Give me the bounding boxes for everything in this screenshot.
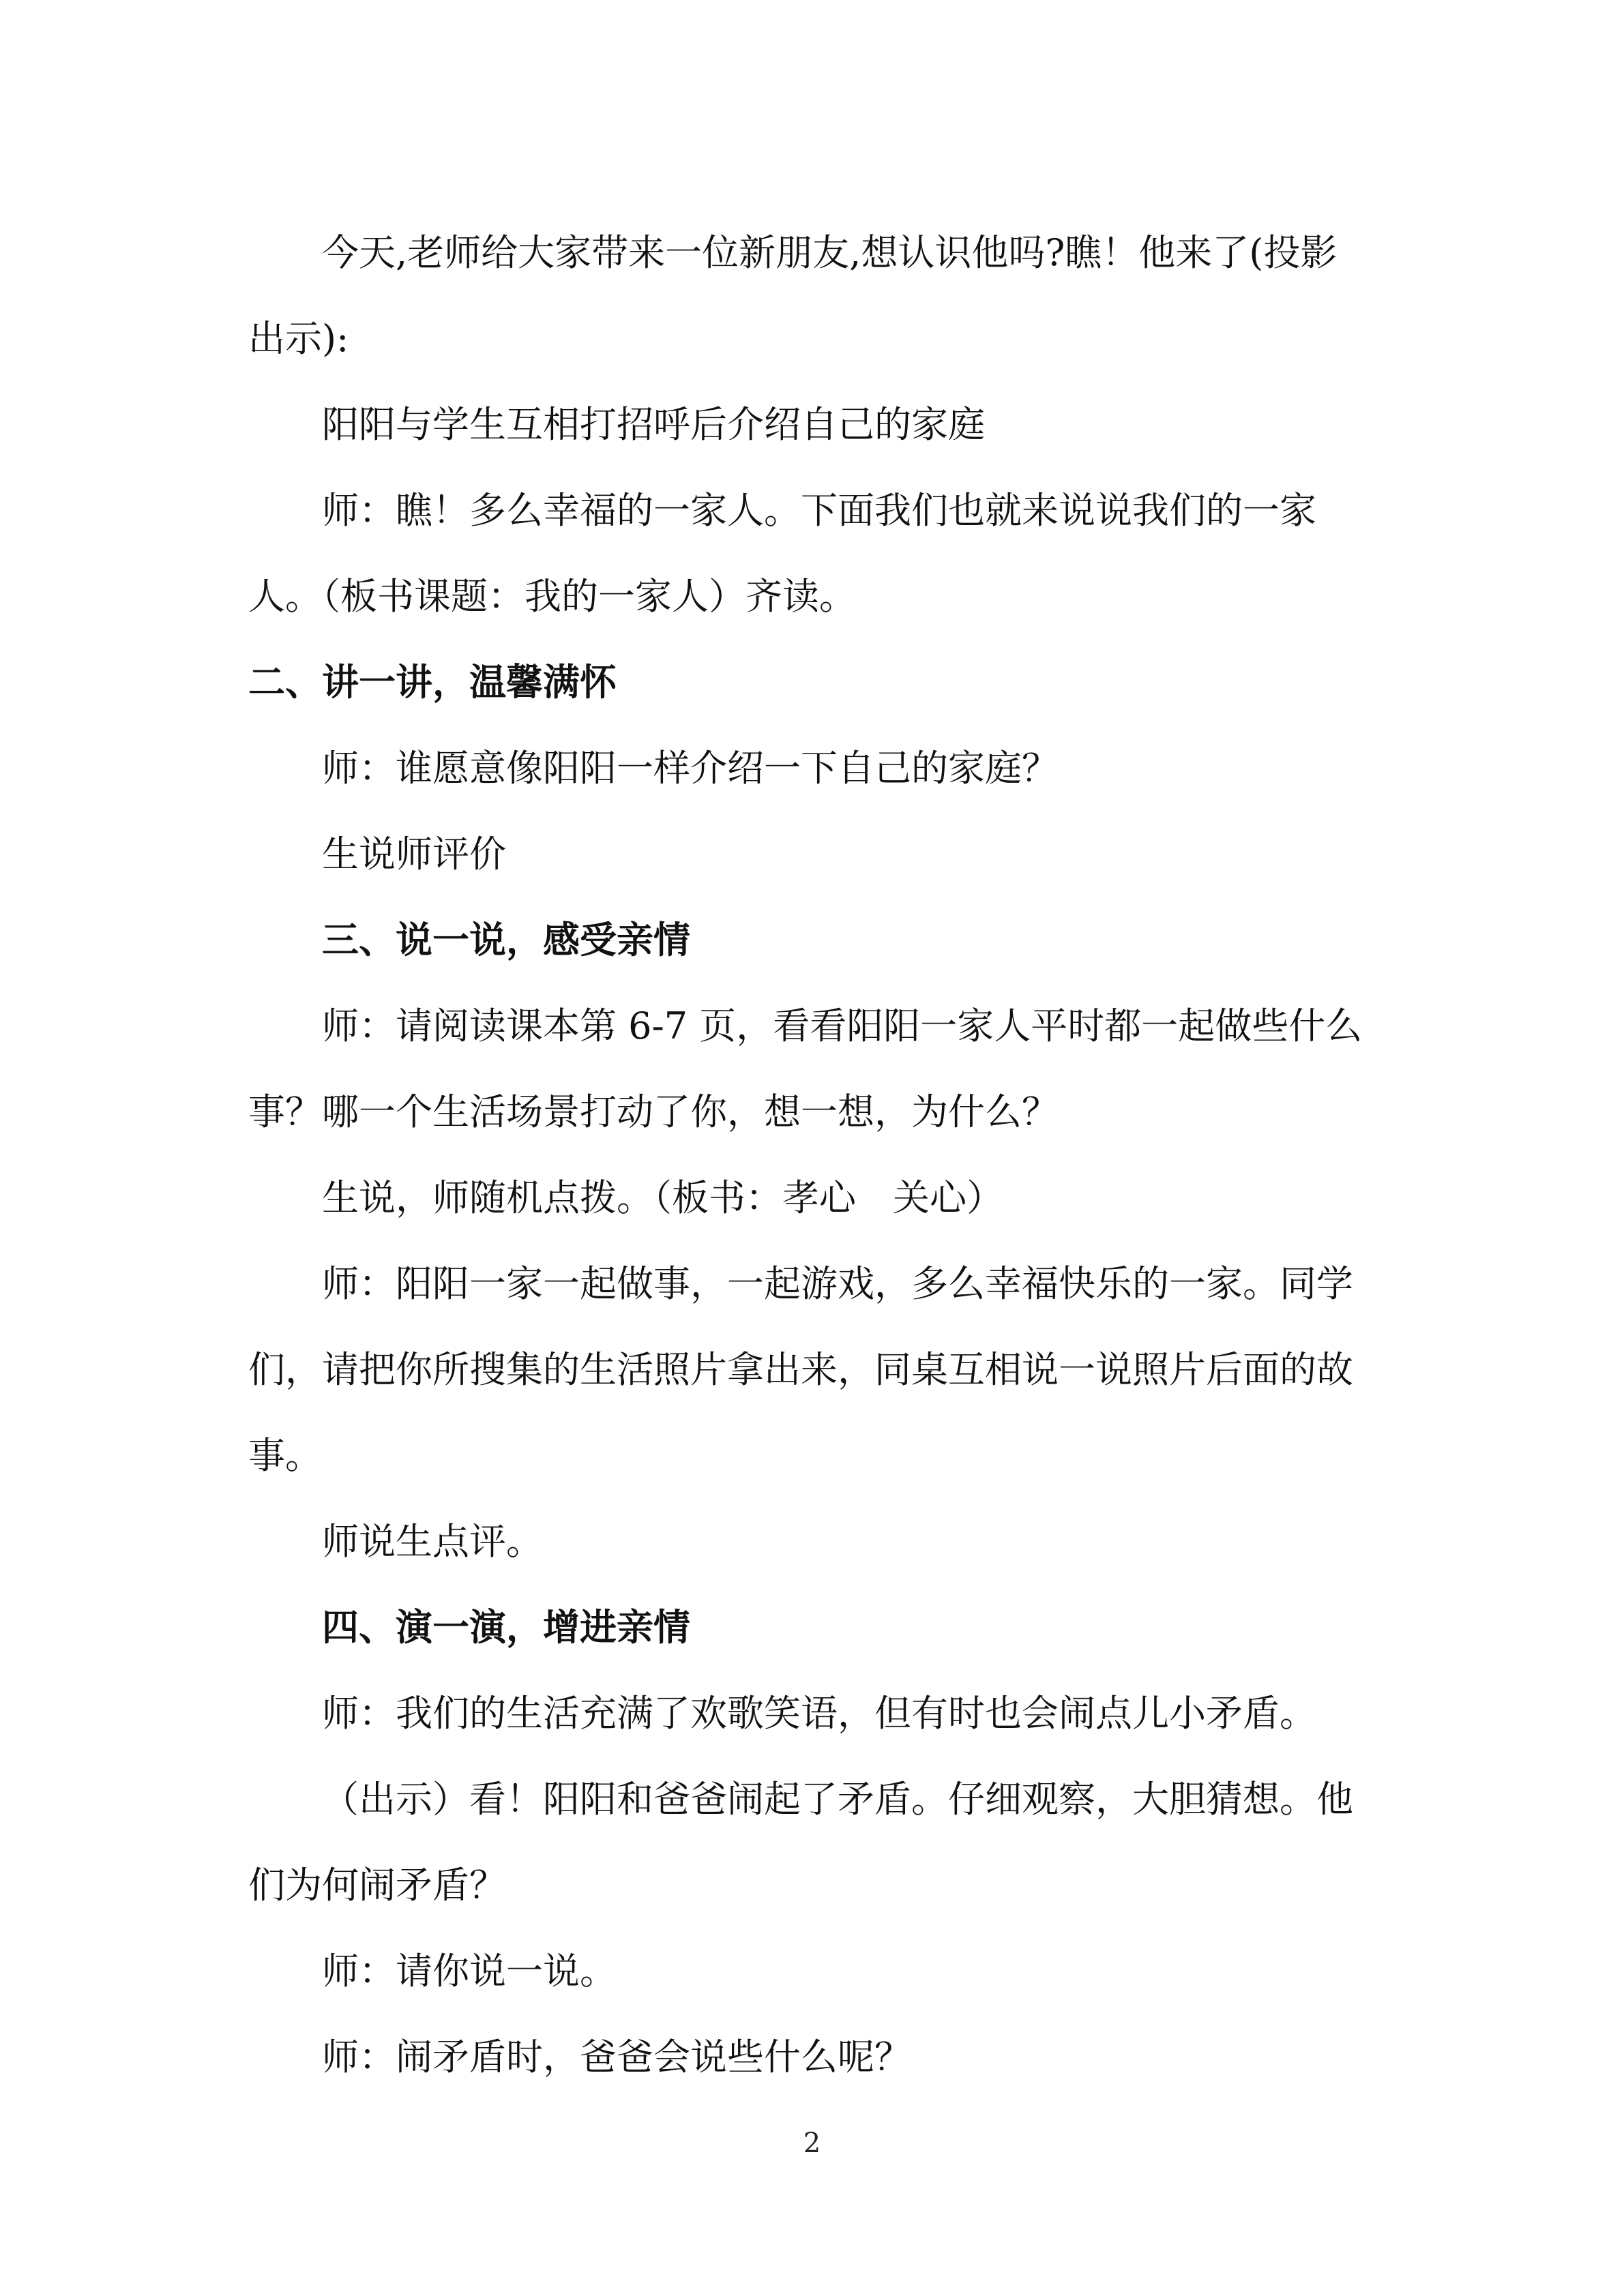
paragraph: 师说生点评。 xyxy=(322,1520,543,1563)
paragraph: 阳阳与学生互相打招呼后介绍自己的家庭 xyxy=(322,403,985,446)
paragraph: 师：请阅读课本第 6-7 页，看看阳阳一家人平时都一起做些什么事？哪一个生活场景打动了你，想一想，为什么？ xyxy=(248,1004,1363,1133)
paragraph: 师：请你说一说。 xyxy=(322,1950,617,1993)
paragraph: 师：闹矛盾时，爸爸会说些什么呢？ xyxy=(322,2036,911,2078)
section-heading: 三、说一说，感受亲情 xyxy=(322,919,690,961)
document-body xyxy=(248,210,1374,2100)
paragraph: 师：阳阳一家一起做事，一起游戏，多么幸福快乐的一家。同学们，请把你所搜集的生活照片拿出来，同桌互相说一说照片后面的故事。 xyxy=(248,1262,1353,1477)
paragraph: 师：我们的生活充满了欢歌笑语，但有时也会闹点儿小矛盾。 xyxy=(322,1692,1316,1735)
paragraph: （出示）看！阳阳和爸爸闹起了矛盾。仔细观察，大胆猜想。他们为何闹矛盾？ xyxy=(248,1778,1353,1907)
paragraph: 生说师评价 xyxy=(322,833,506,876)
section-heading: 二、讲一讲，温馨满怀 xyxy=(248,661,617,704)
paragraph: 师：谁愿意像阳阳一样介绍一下自己的家庭？ xyxy=(322,747,1059,790)
paragraph: 今天,老师给大家带来一位新朋友,想认识他吗?瞧！他来了(投影出示): xyxy=(248,231,1338,360)
paragraph: 生说，师随机点拨。（板书：孝心 关心） xyxy=(322,1176,1003,1219)
page-number: 2 xyxy=(803,2128,821,2159)
paragraph: 师：瞧！多么幸福的一家人。下面我们也就来说说我们的一家人。（板书课题：我的一家人）齐读。 xyxy=(248,489,1316,618)
section-heading: 四、演一演，增进亲情 xyxy=(322,1606,690,1649)
